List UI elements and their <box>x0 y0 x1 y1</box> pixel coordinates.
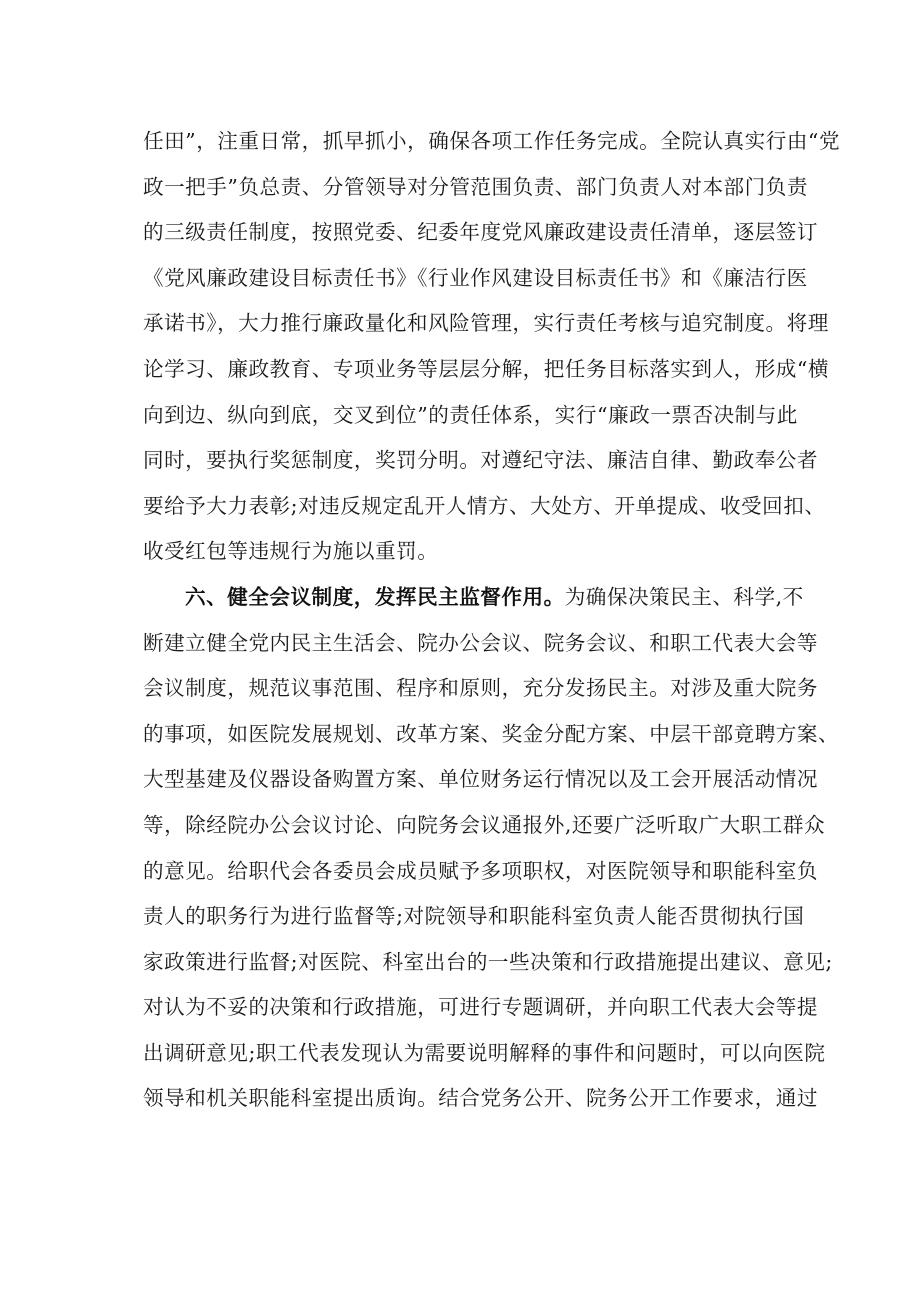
text-line: 等，除经院办公会议讨论、向院务会议通报外,还要广泛听取广大职工群众 <box>143 812 826 837</box>
text-line: 任田”，注重日常，抓早抓小，确保各项工作任务完成。全院认真实行由“党 <box>143 129 841 153</box>
text-line: 责人的职务行为进行监督等;对院领导和职能科室负责人能否贯彻执行国 <box>143 904 805 929</box>
section-heading: 六、健全会议制度，发挥民主监督作用。 <box>185 584 565 609</box>
text-line: 承诺书》，大力推行廉政量化和风险管理，实行责任考核与追究制度。将理 <box>143 311 829 336</box>
paragraph-meeting-system <box>143 575 840 1122</box>
text-line: 的事项，如医院发展规划、改革方案、奖金分配方案、中层干部竟聘方案、 <box>143 721 840 746</box>
heading-continuation: 为确保决策民主、科学,不 <box>564 584 804 609</box>
body-text <box>143 119 841 1122</box>
text-line: 出调研意见;职工代表发现认为需要说明解释的事件和问题时，可以向医院 <box>143 1040 826 1065</box>
text-line: 论学习、廉政教育、专项业务等层层分解，把任务目标落实到人，形成“横 <box>143 356 830 381</box>
text-line: 的三级责任制度，按照党委、纪委年度党风廉政建设责任清单，逐层签订 <box>143 220 818 245</box>
text-line: 领导和机关职能科室提出质询。结合党务公开、院务公开工作要求，通过 <box>143 1086 818 1111</box>
text-line: 家政策进行监督;对医院、科室出台的一些决策和行政措施提出建议、意见; <box>143 949 833 974</box>
text-line: 大型基建及仪器设备购置方案、单位财务运行情况以及工会开展活动情况 <box>143 767 818 792</box>
text-line: 对认为不妥的决策和行政措施，可进行专题调研，并向职工代表大会等提 <box>143 995 818 1020</box>
text-line: 收受红包等违规行为施以重罚。 <box>143 539 439 564</box>
text-line: 会议制度，规范议事范围、程序和原则，充分发扬民主。对涉及重大院务 <box>143 676 818 701</box>
paragraph-responsibility <box>143 119 841 575</box>
text-line: 政一把手”负总责、分管领导对分管范围负责、部门负责人对本部门负责 <box>143 174 808 199</box>
text-line: 向到边、纵向到底，交叉到位”的责任体系，实行“廉政一票否决制与此 <box>143 402 798 427</box>
text-line: 断建立健全党内民主生活会、院办公会议、院务会议、和职工代表大会等 <box>143 630 818 655</box>
text-line: 《党风廉政建设目标责任书》《行业作风建设目标责任书》和《廉洁行医 <box>143 265 808 290</box>
text-line: 要给予大力表彰;对违反规定乱开人情方、大处方、开单提成、收受回扣、 <box>143 493 826 518</box>
text-line: 同时，要执行奖惩制度，奖罚分明。对遵纪守法、廉洁自律、勤政奉公者 <box>143 448 818 473</box>
text-line: 的意见。给职代会各委员会成员赋予多项职权，对医院领导和职能科室负 <box>143 858 818 883</box>
text-line <box>143 575 804 621</box>
